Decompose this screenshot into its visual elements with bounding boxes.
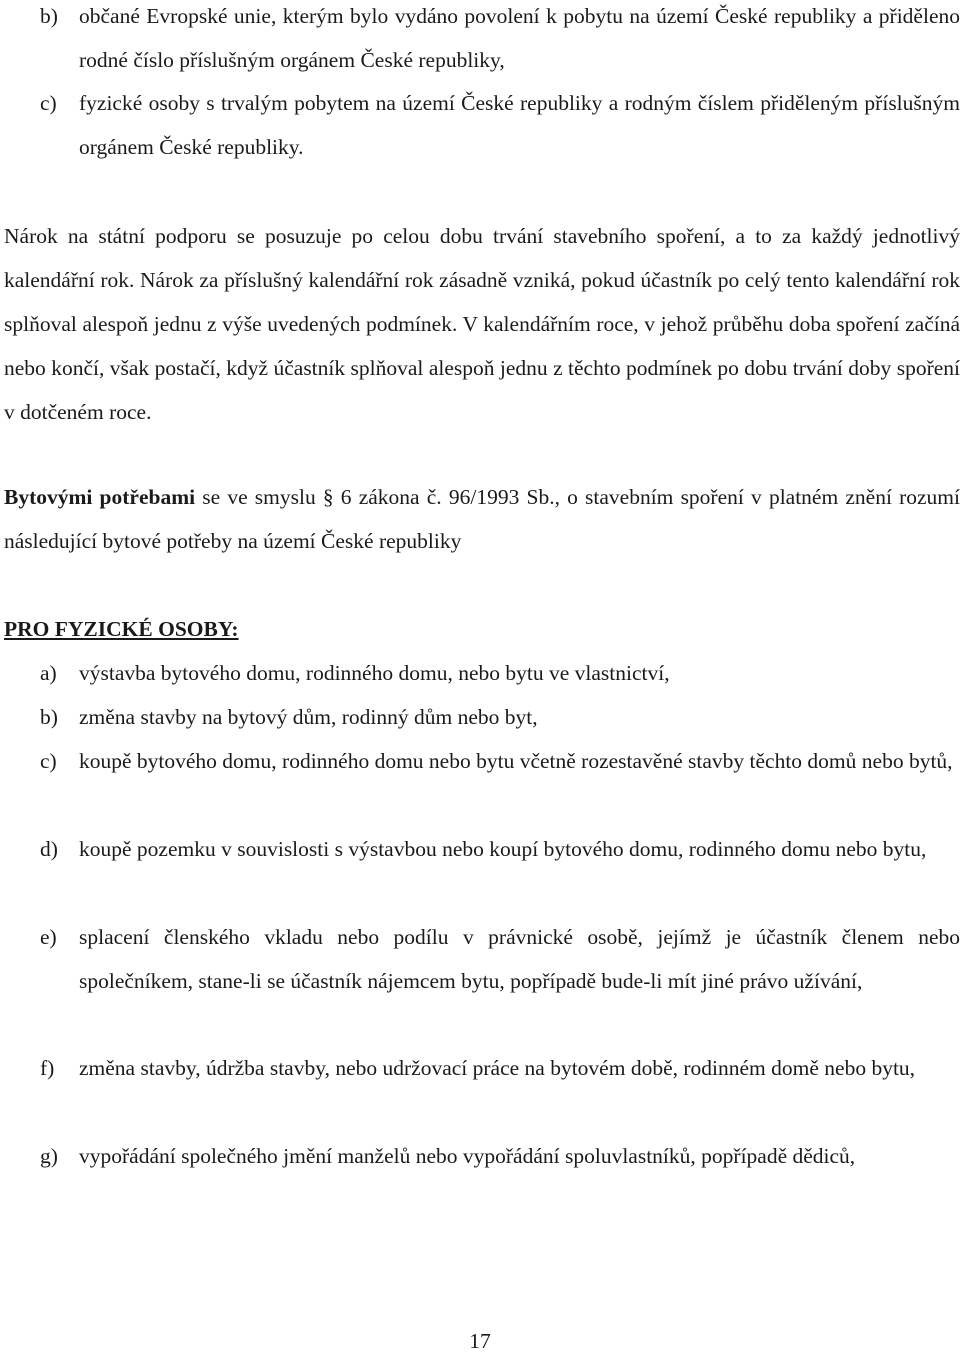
list-marker: c) bbox=[40, 749, 57, 773]
list-item-text: změna stavby, údržba stavby, nebo udržovací práce na bytovém době, rodinném domě nebo bytu, bbox=[79, 1056, 916, 1080]
list-item bbox=[4, 827, 960, 871]
list-marker: e) bbox=[40, 925, 57, 949]
list-item bbox=[4, 1046, 960, 1090]
law-reference: 6 zákona č. 96/1993 Sb. bbox=[333, 485, 555, 509]
section-sign: § bbox=[322, 485, 334, 509]
paragraph-housing-needs bbox=[4, 475, 960, 563]
list-item-text: výstavba bytového domu, rodinného domu, nebo bytu ve vlastnictví, bbox=[79, 661, 670, 685]
list-item bbox=[4, 915, 960, 1003]
list-item bbox=[4, 1134, 960, 1178]
list-marker: b) bbox=[40, 705, 58, 729]
list-item-text: změna stavby na bytový dům, rodinný dům nebo byt, bbox=[79, 705, 538, 729]
section-heading: PRO FYZICKÉ OSOBY: bbox=[4, 617, 239, 641]
list-marker: f) bbox=[40, 1056, 55, 1080]
list-item bbox=[4, 739, 960, 783]
list-marker: d) bbox=[40, 837, 58, 861]
list-marker: a) bbox=[40, 661, 57, 685]
list-item bbox=[4, 0, 960, 82]
paragraph-claim: Nárok na státní podporu se posuzuje po celou dobu trvání stavebního spoření, a to za každý jednotlivý kalendářní rok. Nárok za příslušný kalendářní rok zásadně vzniká, pokud účastník po celý tento kalendářní rok splňoval alespoň jednu z výše uvedených podmínek. V kalendářním roce, v jehož průběhu doba spoření začíná nebo končí, však postačí, když účastník splňoval alespoň jednu z těchto podmínek po dobu trvání doby spoření v dotčeném roce. bbox=[4, 224, 960, 424]
text-segment: se ve smyslu bbox=[195, 485, 323, 509]
list-item-text: vypořádání společného jmění manželů nebo vypořádání spoluvlastníků, popřípadě dědiců, bbox=[79, 1144, 856, 1168]
list-item-text: fyzické osoby s trvalým pobytem na území České republiky a rodným číslem přiděleným příslušným orgánem České republiky. bbox=[79, 91, 960, 159]
list-item-text: splacení členského vkladu nebo podílu v právnické osobě, jejímž je účastník členem nebo společníkem, stane-li se účastník nájemcem bytu, popřípadě bude-li mít jiné právo užívání, bbox=[79, 925, 960, 993]
page-number: 17 bbox=[469, 1329, 491, 1353]
bold-term: Bytovými potřebami bbox=[4, 485, 196, 509]
list-marker: g) bbox=[40, 1144, 58, 1168]
list-item-text: koupě bytového domu, rodinného domu nebo bytu včetně rozestavěné stavby těchto domů nebo bytů, bbox=[79, 749, 953, 773]
list-item bbox=[4, 81, 960, 169]
list-item-text: koupě pozemku v souvislosti s výstavbou nebo koupí bytového domu, rodinného domu nebo bytu, bbox=[79, 837, 927, 861]
text-segment: , o stavebním spoření v platném znění rozumí následující bytové potřeby na území České republiky bbox=[4, 485, 960, 553]
list-marker: b) bbox=[40, 4, 58, 28]
list-item bbox=[4, 651, 960, 695]
list-item-text: občané Evropské unie, kterým bylo vydáno povolení k pobytu na území České republiky a přiděleno rodné číslo příslušným orgánem České republiky, bbox=[79, 4, 960, 72]
list-marker: c) bbox=[40, 91, 57, 115]
list-item bbox=[4, 695, 960, 739]
